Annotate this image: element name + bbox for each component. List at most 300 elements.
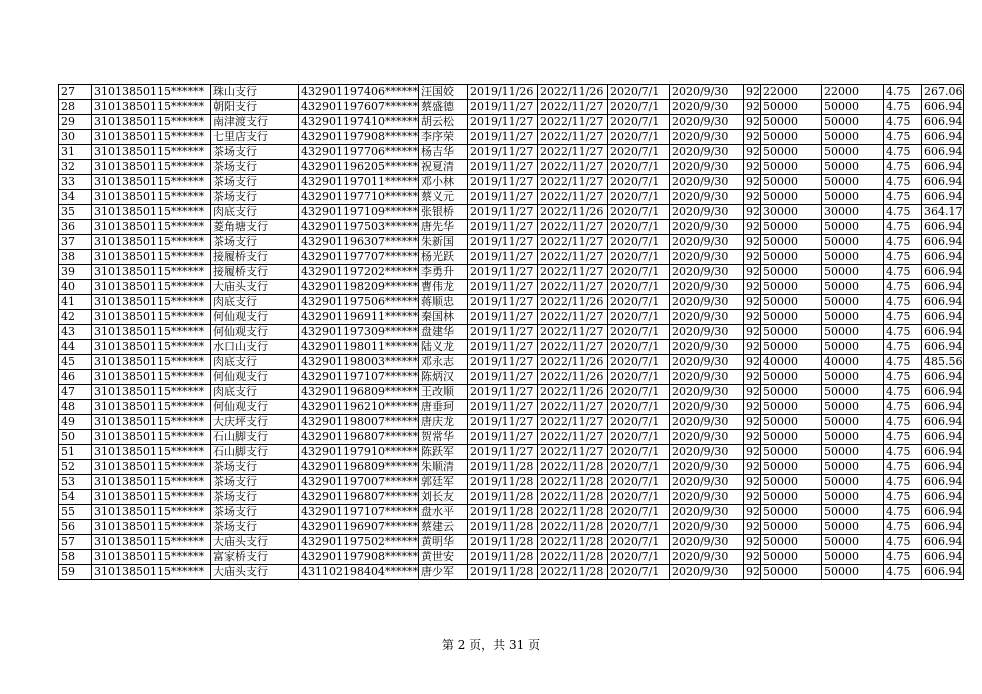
loan-end-date-cell: 2022/11/28 [537, 460, 607, 475]
interest-rate-cell: 4.75 [883, 115, 921, 130]
loan-end-date-cell: 2022/11/28 [537, 490, 607, 505]
customer-name-cell: 黄明华 [418, 535, 467, 550]
row-number-cell: 44 [59, 340, 92, 355]
account-number-cell: 31013850115****** [92, 535, 211, 550]
account-number-cell: 31013850115****** [92, 145, 211, 160]
loan-amount-cell: 50000 [760, 415, 821, 430]
row-number-cell: 59 [59, 565, 92, 580]
loan-end-date-cell: 2022/11/27 [537, 340, 607, 355]
days-cell: 92 [743, 130, 760, 145]
loan-start-date-cell: 2019/11/27 [467, 325, 537, 340]
loan-start-date-cell: 2019/11/27 [467, 235, 537, 250]
customer-name-cell: 邓小林 [418, 175, 467, 190]
id-number-cell: 432901197011****** [299, 175, 419, 190]
days-cell: 92 [743, 175, 760, 190]
balance-cell: 50000 [821, 175, 883, 190]
customer-name-cell: 蔡建云 [418, 520, 467, 535]
account-number-cell: 31013850115****** [92, 205, 211, 220]
interest-amount-cell: 606.94 [921, 460, 963, 475]
interest-amount-cell: 606.94 [921, 340, 963, 355]
account-number-cell: 31013850115****** [92, 100, 211, 115]
account-number-cell: 31013850115****** [92, 430, 211, 445]
table-row [59, 175, 964, 190]
interest-rate-cell: 4.75 [883, 280, 921, 295]
days-cell: 92 [743, 490, 760, 505]
loan-amount-cell: 50000 [760, 310, 821, 325]
loan-start-date-cell: 2019/11/27 [467, 100, 537, 115]
interest-amount-cell: 606.94 [921, 235, 963, 250]
interest-amount-cell: 485.56 [921, 355, 963, 370]
id-number-cell: 432901197107****** [299, 370, 419, 385]
interest-rate-cell: 4.75 [883, 250, 921, 265]
period-end-date-cell: 2020/9/30 [669, 250, 743, 265]
days-cell: 92 [743, 250, 760, 265]
loan-end-date-cell: 2022/11/27 [537, 130, 607, 145]
period-end-date-cell: 2020/9/30 [669, 145, 743, 160]
table-body [59, 85, 964, 580]
period-end-date-cell: 2020/9/30 [669, 445, 743, 460]
balance-cell: 30000 [821, 205, 883, 220]
days-cell: 92 [743, 100, 760, 115]
loan-start-date-cell: 2019/11/27 [467, 175, 537, 190]
loan-end-date-cell: 2022/11/27 [537, 310, 607, 325]
balance-cell: 50000 [821, 400, 883, 415]
balance-cell: 50000 [821, 520, 883, 535]
balance-cell: 50000 [821, 535, 883, 550]
id-number-cell: 432901197607****** [299, 100, 419, 115]
id-number-cell: 432901198003****** [299, 355, 419, 370]
branch-name-cell: 茶场支行 [211, 460, 299, 475]
interest-amount-cell: 606.94 [921, 175, 963, 190]
id-number-cell: 432901197706****** [299, 145, 419, 160]
balance-cell: 50000 [821, 265, 883, 280]
days-cell: 92 [743, 295, 760, 310]
period-end-date-cell: 2020/9/30 [669, 490, 743, 505]
period-start-date-cell: 2020/7/1 [607, 130, 669, 145]
page-footer: 第 2 页，共 31 页 [441, 638, 541, 652]
interest-rate-cell: 4.75 [883, 460, 921, 475]
customer-name-cell: 陈跃军 [418, 445, 467, 460]
account-number-cell: 31013850115****** [92, 130, 211, 145]
row-number-cell: 50 [59, 430, 92, 445]
table-row [59, 310, 964, 325]
loan-amount-cell: 50000 [760, 400, 821, 415]
interest-amount-cell: 606.94 [921, 415, 963, 430]
loan-end-date-cell: 2022/11/27 [537, 415, 607, 430]
balance-cell: 50000 [821, 130, 883, 145]
id-number-cell: 432901197506****** [299, 295, 419, 310]
loan-end-date-cell: 2022/11/28 [537, 550, 607, 565]
interest-amount-cell: 606.94 [921, 310, 963, 325]
loan-end-date-cell: 2022/11/27 [537, 280, 607, 295]
interest-rate-cell: 4.75 [883, 175, 921, 190]
customer-name-cell: 杨光跃 [418, 250, 467, 265]
days-cell: 92 [743, 310, 760, 325]
table-row [59, 100, 964, 115]
loan-end-date-cell: 2022/11/28 [537, 475, 607, 490]
period-start-date-cell: 2020/7/1 [607, 175, 669, 190]
period-end-date-cell: 2020/9/30 [669, 385, 743, 400]
loan-amount-cell: 50000 [760, 190, 821, 205]
loan-start-date-cell: 2019/11/28 [467, 550, 537, 565]
branch-name-cell: 接履桥支行 [211, 265, 299, 280]
interest-amount-cell: 606.94 [921, 385, 963, 400]
period-end-date-cell: 2020/9/30 [669, 235, 743, 250]
loan-amount-cell: 50000 [760, 100, 821, 115]
customer-name-cell: 陆义龙 [418, 340, 467, 355]
interest-amount-cell: 606.94 [921, 430, 963, 445]
branch-name-cell: 石山脚支行 [211, 445, 299, 460]
interest-rate-cell: 4.75 [883, 100, 921, 115]
period-end-date-cell: 2020/9/30 [669, 520, 743, 535]
period-start-date-cell: 2020/7/1 [607, 205, 669, 220]
interest-rate-cell: 4.75 [883, 430, 921, 445]
loan-amount-cell: 30000 [760, 205, 821, 220]
row-number-cell: 54 [59, 490, 92, 505]
id-number-cell: 432901196807****** [299, 490, 419, 505]
period-end-date-cell: 2020/9/30 [669, 340, 743, 355]
days-cell: 92 [743, 235, 760, 250]
interest-amount-cell: 606.94 [921, 535, 963, 550]
table-row [59, 385, 964, 400]
branch-name-cell: 肉底支行 [211, 205, 299, 220]
period-start-date-cell: 2020/7/1 [607, 460, 669, 475]
loan-amount-cell: 50000 [760, 130, 821, 145]
table-row [59, 265, 964, 280]
balance-cell: 50000 [821, 190, 883, 205]
period-end-date-cell: 2020/9/30 [669, 355, 743, 370]
days-cell: 92 [743, 415, 760, 430]
customer-name-cell: 汪国姣 [418, 85, 467, 100]
period-end-date-cell: 2020/9/30 [669, 310, 743, 325]
table-row [59, 490, 964, 505]
account-number-cell: 31013850115****** [92, 565, 211, 580]
loan-end-date-cell: 2022/11/26 [537, 295, 607, 310]
row-number-cell: 52 [59, 460, 92, 475]
interest-amount-cell: 606.94 [921, 295, 963, 310]
id-number-cell: 432901196809****** [299, 460, 419, 475]
period-end-date-cell: 2020/9/30 [669, 550, 743, 565]
id-number-cell: 432901196210****** [299, 400, 419, 415]
table-row [59, 130, 964, 145]
loan-amount-cell: 50000 [760, 250, 821, 265]
customer-name-cell: 朱顺清 [418, 460, 467, 475]
interest-rate-cell: 4.75 [883, 145, 921, 160]
id-number-cell: 432901196809****** [299, 385, 419, 400]
row-number-cell: 42 [59, 310, 92, 325]
interest-rate-cell: 4.75 [883, 445, 921, 460]
account-number-cell: 31013850115****** [92, 400, 211, 415]
customer-name-cell: 唐少军 [418, 565, 467, 580]
account-number-cell: 31013850115****** [92, 505, 211, 520]
id-number-cell: 432901197109****** [299, 205, 419, 220]
table-row [59, 145, 964, 160]
period-start-date-cell: 2020/7/1 [607, 340, 669, 355]
account-number-cell: 31013850115****** [92, 220, 211, 235]
table-row [59, 205, 964, 220]
interest-amount-cell: 606.94 [921, 520, 963, 535]
interest-rate-cell: 4.75 [883, 205, 921, 220]
account-number-cell: 31013850115****** [92, 460, 211, 475]
loan-amount-cell: 50000 [760, 445, 821, 460]
branch-name-cell: 茶场支行 [211, 145, 299, 160]
period-end-date-cell: 2020/9/30 [669, 505, 743, 520]
interest-rate-cell: 4.75 [883, 415, 921, 430]
days-cell: 92 [743, 190, 760, 205]
period-start-date-cell: 2020/7/1 [607, 415, 669, 430]
loan-start-date-cell: 2019/11/27 [467, 385, 537, 400]
branch-name-cell: 朝阳支行 [211, 100, 299, 115]
period-start-date-cell: 2020/7/1 [607, 265, 669, 280]
balance-cell: 50000 [821, 235, 883, 250]
row-number-cell: 43 [59, 325, 92, 340]
period-start-date-cell: 2020/7/1 [607, 145, 669, 160]
interest-rate-cell: 4.75 [883, 310, 921, 325]
account-number-cell: 31013850115****** [92, 280, 211, 295]
branch-name-cell: 肉底支行 [211, 385, 299, 400]
balance-cell: 50000 [821, 160, 883, 175]
days-cell: 92 [743, 340, 760, 355]
id-number-cell: 432901197107****** [299, 505, 419, 520]
account-number-cell: 31013850115****** [92, 265, 211, 280]
table-row [59, 475, 964, 490]
branch-name-cell: 何仙观支行 [211, 310, 299, 325]
row-number-cell: 33 [59, 175, 92, 190]
period-end-date-cell: 2020/9/30 [669, 115, 743, 130]
account-number-cell: 31013850115****** [92, 520, 211, 535]
loan-end-date-cell: 2022/11/27 [537, 100, 607, 115]
interest-rate-cell: 4.75 [883, 295, 921, 310]
interest-rate-cell: 4.75 [883, 475, 921, 490]
table-row [59, 190, 964, 205]
period-end-date-cell: 2020/9/30 [669, 85, 743, 100]
account-number-cell: 31013850115****** [92, 160, 211, 175]
branch-name-cell: 水口山支行 [211, 340, 299, 355]
table-row [59, 445, 964, 460]
id-number-cell: 432901197410****** [299, 115, 419, 130]
interest-rate-cell: 4.75 [883, 190, 921, 205]
period-end-date-cell: 2020/9/30 [669, 565, 743, 580]
balance-cell: 50000 [821, 505, 883, 520]
period-end-date-cell: 2020/9/30 [669, 430, 743, 445]
branch-name-cell: 接履桥支行 [211, 250, 299, 265]
interest-amount-cell: 606.94 [921, 160, 963, 175]
branch-name-cell: 菱角塘支行 [211, 220, 299, 235]
table-row [59, 220, 964, 235]
account-number-cell: 31013850115****** [92, 235, 211, 250]
loan-amount-cell: 50000 [760, 115, 821, 130]
customer-name-cell: 黄世安 [418, 550, 467, 565]
customer-name-cell: 杨吉华 [418, 145, 467, 160]
customer-name-cell: 曹伟龙 [418, 280, 467, 295]
account-number-cell: 31013850115****** [92, 310, 211, 325]
period-start-date-cell: 2020/7/1 [607, 430, 669, 445]
balance-cell: 50000 [821, 385, 883, 400]
customer-name-cell: 刘长友 [418, 490, 467, 505]
interest-rate-cell: 4.75 [883, 505, 921, 520]
table-row [59, 370, 964, 385]
days-cell: 92 [743, 370, 760, 385]
interest-rate-cell: 4.75 [883, 370, 921, 385]
id-number-cell: 432901197502****** [299, 535, 419, 550]
loan-amount-cell: 50000 [760, 295, 821, 310]
loan-amount-cell: 22000 [760, 85, 821, 100]
loan-end-date-cell: 2022/11/27 [537, 160, 607, 175]
loan-amount-cell: 50000 [760, 535, 821, 550]
loan-amount-cell: 50000 [760, 325, 821, 340]
customer-name-cell: 邓永志 [418, 355, 467, 370]
interest-rate-cell: 4.75 [883, 535, 921, 550]
balance-cell: 50000 [821, 370, 883, 385]
loan-start-date-cell: 2019/11/28 [467, 520, 537, 535]
loan-amount-cell: 50000 [760, 385, 821, 400]
id-number-cell: 432901197908****** [299, 550, 419, 565]
period-start-date-cell: 2020/7/1 [607, 490, 669, 505]
interest-amount-cell: 606.94 [921, 220, 963, 235]
loan-end-date-cell: 2022/11/26 [537, 370, 607, 385]
loan-start-date-cell: 2019/11/28 [467, 475, 537, 490]
row-number-cell: 36 [59, 220, 92, 235]
interest-amount-cell: 606.94 [921, 115, 963, 130]
balance-cell: 50000 [821, 415, 883, 430]
branch-name-cell: 大庙头支行 [211, 565, 299, 580]
period-start-date-cell: 2020/7/1 [607, 355, 669, 370]
row-number-cell: 49 [59, 415, 92, 430]
loan-amount-cell: 50000 [760, 175, 821, 190]
table-row [59, 520, 964, 535]
balance-cell: 50000 [821, 460, 883, 475]
branch-name-cell: 肉底支行 [211, 355, 299, 370]
period-end-date-cell: 2020/9/30 [669, 175, 743, 190]
table-row [59, 340, 964, 355]
loan-table [58, 84, 964, 580]
id-number-cell: 432901196205****** [299, 160, 419, 175]
loan-start-date-cell: 2019/11/27 [467, 340, 537, 355]
branch-name-cell: 石山脚支行 [211, 430, 299, 445]
period-end-date-cell: 2020/9/30 [669, 280, 743, 295]
account-number-cell: 31013850115****** [92, 85, 211, 100]
period-start-date-cell: 2020/7/1 [607, 115, 669, 130]
row-number-cell: 40 [59, 280, 92, 295]
loan-start-date-cell: 2019/11/27 [467, 295, 537, 310]
days-cell: 92 [743, 565, 760, 580]
loan-amount-cell: 50000 [760, 565, 821, 580]
interest-amount-cell: 606.94 [921, 130, 963, 145]
interest-amount-cell: 606.94 [921, 325, 963, 340]
loan-end-date-cell: 2022/11/26 [537, 85, 607, 100]
branch-name-cell: 茶场支行 [211, 190, 299, 205]
loan-start-date-cell: 2019/11/27 [467, 190, 537, 205]
interest-amount-cell: 606.94 [921, 265, 963, 280]
loan-amount-cell: 50000 [760, 460, 821, 475]
row-number-cell: 35 [59, 205, 92, 220]
loan-end-date-cell: 2022/11/27 [537, 115, 607, 130]
period-start-date-cell: 2020/7/1 [607, 385, 669, 400]
period-start-date-cell: 2020/7/1 [607, 535, 669, 550]
days-cell: 92 [743, 475, 760, 490]
loan-start-date-cell: 2019/11/27 [467, 160, 537, 175]
balance-cell: 50000 [821, 280, 883, 295]
loan-end-date-cell: 2022/11/27 [537, 265, 607, 280]
customer-name-cell: 李序荣 [418, 130, 467, 145]
loan-end-date-cell: 2022/11/28 [537, 565, 607, 580]
table-row [59, 115, 964, 130]
period-end-date-cell: 2020/9/30 [669, 370, 743, 385]
loan-end-date-cell: 2022/11/26 [537, 205, 607, 220]
interest-amount-cell: 606.94 [921, 145, 963, 160]
branch-name-cell: 大庙头支行 [211, 535, 299, 550]
interest-amount-cell: 606.94 [921, 445, 963, 460]
branch-name-cell: 茶场支行 [211, 175, 299, 190]
period-start-date-cell: 2020/7/1 [607, 235, 669, 250]
period-start-date-cell: 2020/7/1 [607, 310, 669, 325]
interest-rate-cell: 4.75 [883, 490, 921, 505]
days-cell: 92 [743, 445, 760, 460]
days-cell: 92 [743, 385, 760, 400]
interest-rate-cell: 4.75 [883, 235, 921, 250]
account-number-cell: 31013850115****** [92, 490, 211, 505]
loan-start-date-cell: 2019/11/28 [467, 460, 537, 475]
period-end-date-cell: 2020/9/30 [669, 130, 743, 145]
interest-amount-cell: 606.94 [921, 190, 963, 205]
loan-amount-cell: 50000 [760, 505, 821, 520]
row-number-cell: 29 [59, 115, 92, 130]
table-row [59, 85, 964, 100]
id-number-cell: 432901196807****** [299, 430, 419, 445]
customer-name-cell: 唐先华 [418, 220, 467, 235]
period-end-date-cell: 2020/9/30 [669, 160, 743, 175]
period-start-date-cell: 2020/7/1 [607, 280, 669, 295]
interest-rate-cell: 4.75 [883, 340, 921, 355]
interest-rate-cell: 4.75 [883, 160, 921, 175]
row-number-cell: 45 [59, 355, 92, 370]
table-row [59, 355, 964, 370]
table-row [59, 295, 964, 310]
id-number-cell: 432901196907****** [299, 520, 419, 535]
row-number-cell: 48 [59, 400, 92, 415]
period-start-date-cell: 2020/7/1 [607, 190, 669, 205]
balance-cell: 50000 [821, 310, 883, 325]
days-cell: 92 [743, 115, 760, 130]
loan-amount-cell: 50000 [760, 220, 821, 235]
branch-name-cell: 肉底支行 [211, 295, 299, 310]
customer-name-cell: 盘建华 [418, 325, 467, 340]
interest-amount-cell: 606.94 [921, 505, 963, 520]
interest-amount-cell: 606.94 [921, 280, 963, 295]
customer-name-cell: 唐垂珂 [418, 400, 467, 415]
row-number-cell: 34 [59, 190, 92, 205]
account-number-cell: 31013850115****** [92, 325, 211, 340]
account-number-cell: 31013850115****** [92, 445, 211, 460]
period-start-date-cell: 2020/7/1 [607, 445, 669, 460]
customer-name-cell: 盘水平 [418, 505, 467, 520]
interest-amount-cell: 606.94 [921, 250, 963, 265]
branch-name-cell: 茶场支行 [211, 520, 299, 535]
period-start-date-cell: 2020/7/1 [607, 325, 669, 340]
branch-name-cell: 何仙观支行 [211, 400, 299, 415]
period-end-date-cell: 2020/9/30 [669, 475, 743, 490]
customer-name-cell: 贺常华 [418, 430, 467, 445]
period-end-date-cell: 2020/9/30 [669, 295, 743, 310]
account-number-cell: 31013850115****** [92, 295, 211, 310]
row-number-cell: 55 [59, 505, 92, 520]
days-cell: 92 [743, 85, 760, 100]
loan-end-date-cell: 2022/11/27 [537, 190, 607, 205]
interest-rate-cell: 4.75 [883, 355, 921, 370]
loan-start-date-cell: 2019/11/27 [467, 205, 537, 220]
interest-rate-cell: 4.75 [883, 130, 921, 145]
loan-amount-cell: 50000 [760, 520, 821, 535]
